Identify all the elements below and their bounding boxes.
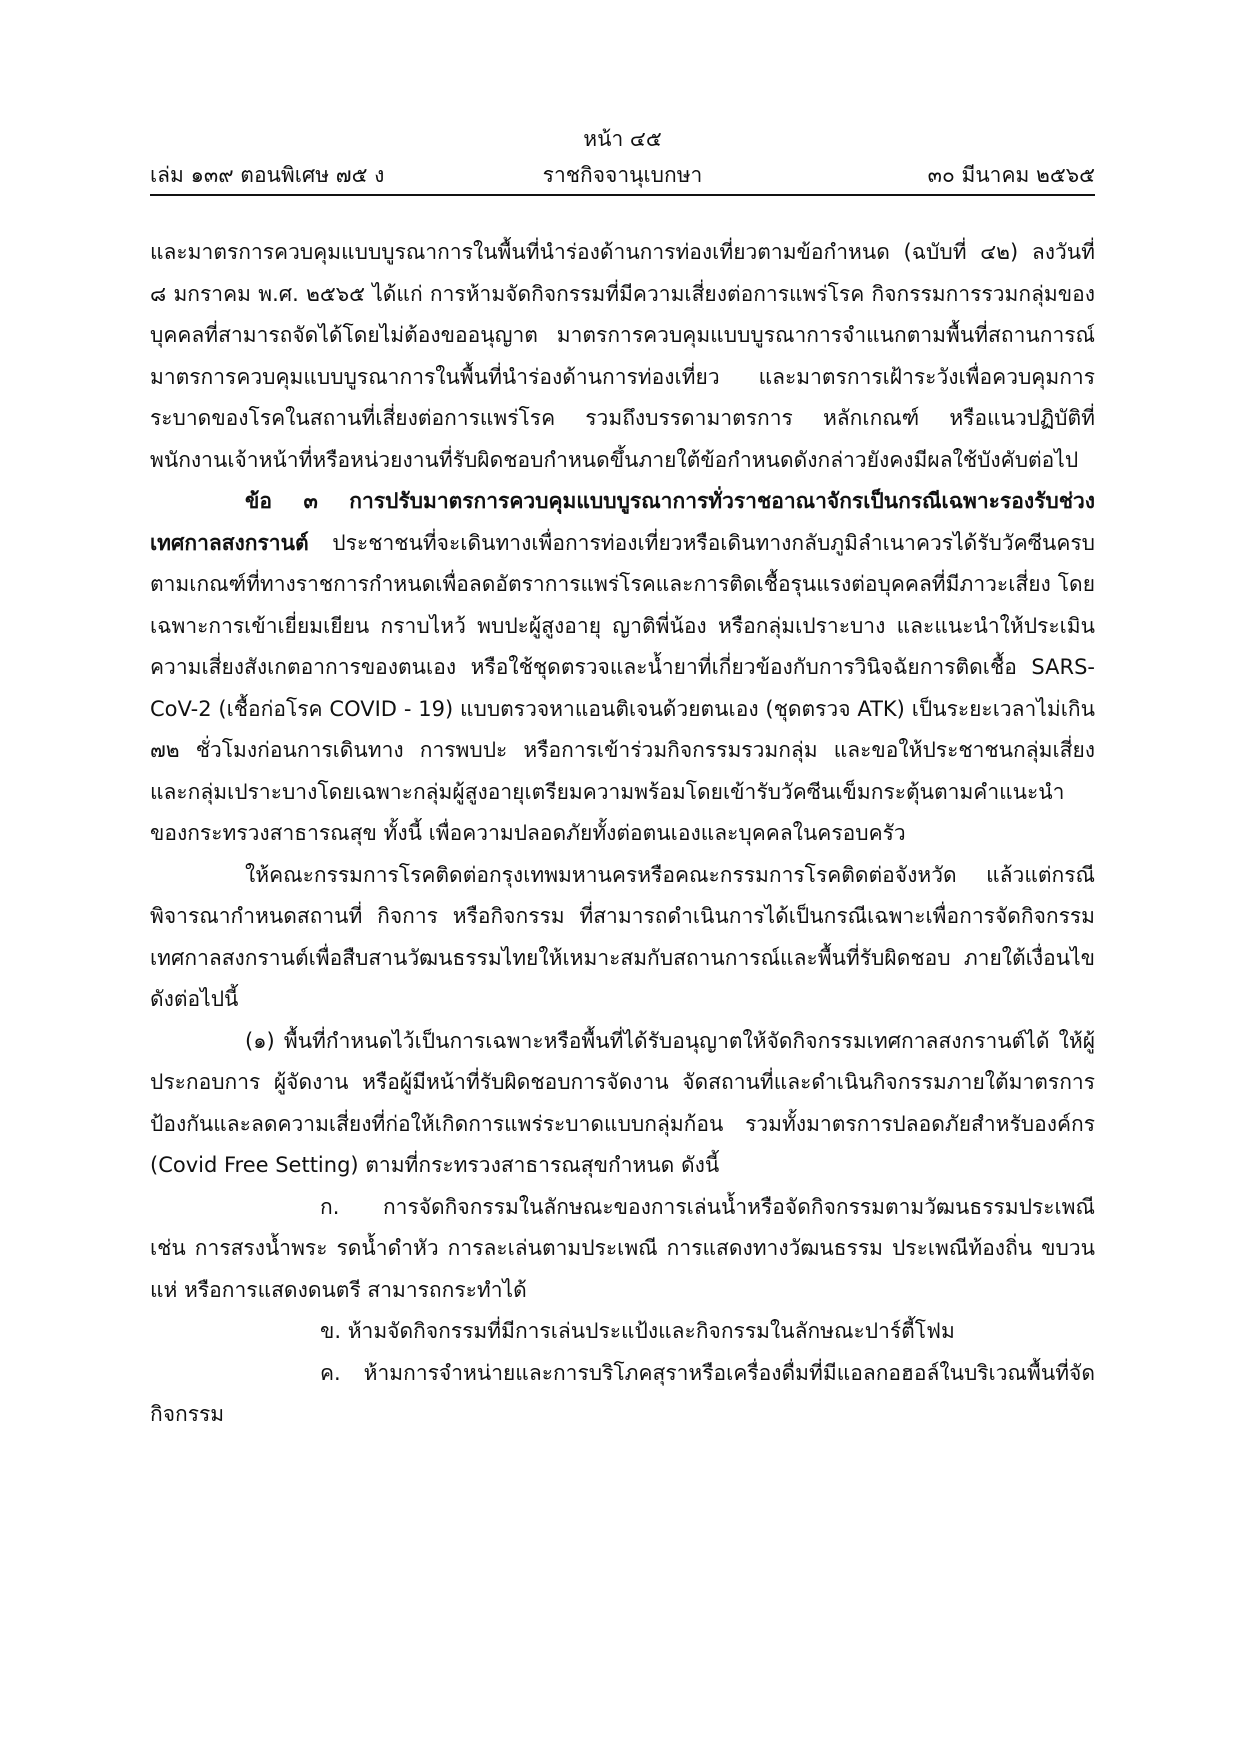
paragraph-item-1: (๑) พื้นที่กำหนดไว้เป็นการเฉพาะหรือพื้นที่ได้รับอนุญาตให้จัดกิจกรรมเทศกาลสงกรานต์ได้ ให้ผู้ประกอบการ ผู้จัดงาน หรือผู้มีหน้าที่รับผิดชอบการจัดงาน จัดสถานที่และดำเนินกิจกรรมภายใต้มาตรการป้องกันและลดความเสี่ยงที่ก่อให้เกิดการแพร่ระบาดแบบกลุ่มก้อน รวมทั้งมาตรการปลอดภัยสำหรับองค์กร (Covid Free Setting) ตามที่กระทรวงสาธารณสุขกำหนด ดังนี้ <box>150 1028 1095 1177</box>
page-number: หน้า ๔๕ <box>583 127 662 151</box>
paragraph-sub-item-c: ค. ห้ามการจำหน่ายและการบริโภคสุราหรือเครื่องดื่มที่มีแอลกอฮอล์ในบริเวณพื้นที่จัดกิจกรรม <box>150 1360 1095 1426</box>
volume-info: เล่ม ๑๓๙ ตอนพิเศษ ๗๕ ง <box>150 163 385 187</box>
paragraph-clause-3 <box>150 481 1095 855</box>
paragraph-committee: ให้คณะกรรมการโรคติดต่อกรุงเทพมหานครหรือคณะกรรมการโรคติดต่อจังหวัด แล้วแต่กรณี พิจารณากำหนดสถานที่ กิจการ หรือกิจกรรม ที่สามารถดำเนินการได้เป็นกรณีเฉพาะเพื่อการจัดกิจกรรมเทศกาลสงกรานต์เพื่อสืบสานวัฒนธรรมไทยให้เหมาะสมกับสถานการณ์และพื้นที่รับผิดชอบ ภายใต้เงื่อนไขดังต่อไปนี้ <box>150 862 1095 1011</box>
paragraph-continued: และมาตรการควบคุมแบบบูรณาการในพื้นที่นำร่องด้านการท่องเที่ยวตามข้อกำหนด (ฉบับที่ ๔๒) ลงวันที่ ๘ มกราคม พ.ศ. ๒๕๖๕ ได้แก่ การห้ามจัดกิจกรรมที่มีความเสี่ยงต่อการแพร่โรค กิจกรรมการรวมกลุ่มของบุคคลที่สามารถจัดได้โดยไม่ต้องขออนุญาต มาตรการควบคุมแบบบูรณาการจำแนกตามพื้นที่สถานการณ์ มาตรการควบคุมแบบบูรณาการในพื้นที่นำร่องด้านการท่องเที่ยว และมาตรการเฝ้าระวังเพื่อควบคุมการระบาดของโรคในสถานที่เสี่ยงต่อการแพร่โรค รวมถึงบรรดามาตรการ หลักเกณฑ์ หรือแนวปฏิบัติที่พนักงานเจ้าหน้าที่หรือหน่วยงานที่รับผิดชอบกำหนดขึ้นภายใต้ข้อกำหนดดังกล่าวยังคงมีผลใช้บังคับต่อไป <box>150 240 1095 472</box>
paragraph-sub-item-a: ก. การจัดกิจกรรมในลักษณะของการเล่นน้ำหรือจัดกิจกรรมตามวัฒนธรรมประเพณี เช่น การสรงน้ำพระ รดน้ำดำหัว การละเล่นตามประเพณี การแสดงทางวัฒนธรรม ประเพณีท้องถิ่น ขบวนแห่ หรือการแสดงดนตรี สามารถกระทำได้ <box>150 1194 1095 1302</box>
publication-date: ๓๐ มีนาคม ๒๕๖๕ <box>927 163 1095 187</box>
clause-3-text: ประชาชนที่จะเดินทางเพื่อการท่องเที่ยวหรือเดินทางกลับภูมิลำเนาควรได้รับวัคซีนครบตามเกณฑ์ที่ทางราชการกำหนดเพื่อลดอัตราการแพร่โรคและการติดเชื้อรุนแรงต่อบุคคลที่มีภาวะเสี่ยง โดยเฉพาะการเข้าเยี่ยมเยียน กราบไหว้ พบปะผู้สูงอายุ ญาติพี่น้อง หรือกลุ่มเปราะบาง และแนะนำให้ประเมินความเสี่ยงสังเกตอาการของตนเอง หรือใช้ชุดตรวจและน้ำยาที่เกี่ยวข้องกับการวินิจฉัยการติดเชื้อ SARS-CoV-2 (เชื้อก่อโรค COVID - 19) แบบตรวจหาแอนติเจนด้วยตนเอง (ชุดตรวจ ATK) เป็นระยะเวลาไม่เกิน ๗๒ ชั่วโมงก่อนการเดินทาง การพบปะ หรือการเข้าร่วมกิจกรรมรวมกลุ่ม และขอให้ประชาชนกลุ่มเสี่ยงและกลุ่มเปราะบางโดยเฉพาะกลุ่มผู้สูงอายุเตรียมความพร้อมโดยเข้ารับวัคซีนเข็มกระตุ้นตามคำแนะนำของกระทรวงสาธารณสุข ทั้งนี้ เพื่อความปลอดภัยทั้งต่อตนเองและบุคคลในครอบครัว <box>150 530 1095 845</box>
gazette-header-row <box>150 160 1095 196</box>
document-body <box>150 232 1095 1436</box>
gazette-name: ราชกิจจานุเบกษา <box>542 163 703 187</box>
clause-3-heading: ข้อ ๓ การปรับมาตรการควบคุมแบบบูรณาการทั่วราชอาณาจักรเป็นกรณีเฉพาะรองรับช่วงเทศกาลสงกรานต์ <box>150 489 1095 555</box>
paragraph-sub-item-b: ข. ห้ามจัดกิจกรรมที่มีการเล่นประแป้งและกิจกรรมในลักษณะปาร์ตี้โฟม <box>320 1319 955 1343</box>
